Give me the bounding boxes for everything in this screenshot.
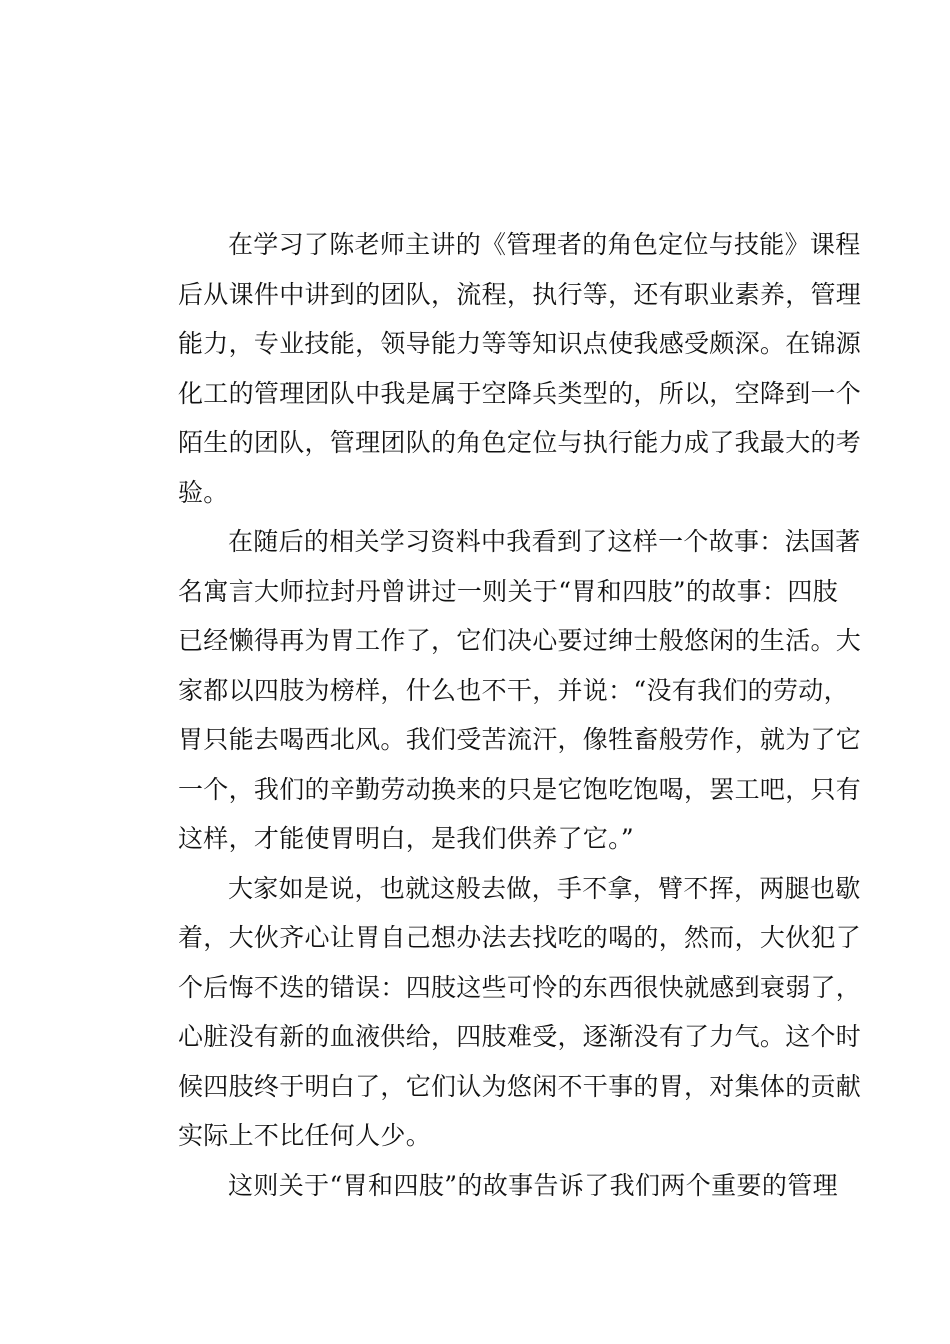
paragraph-4 (128, 1161, 838, 1211)
document-body (128, 220, 862, 1210)
text-line: 在随后的相关学习资料中我看到了这样一个故事：法国著 (228, 527, 861, 556)
text-line: 这则关于“胃和四肢”的故事告诉了我们两个重要的管理 (228, 1170, 838, 1200)
text-line: 大家如是说，也就这般去做，手不拿，臂不挥，两腿也歇 (228, 873, 861, 903)
text-line: 家都以四肢为榜样，什么也不干，并说：“没有我们的劳动， (178, 675, 849, 705)
text-line: 实际上不比任何人少。 (178, 1121, 432, 1150)
text-line: 名寓言大师拉封丹曾讲过一则关于“胃和四肢”的故事：四肢 (178, 576, 838, 606)
text-line: 胃只能去喝西北风。我们受苦流汗，像牲畜般劳作，就为了它 (178, 725, 862, 754)
text-line: 能力，专业技能，领导能力等等知识点使我感受颇深。在锦源 (178, 329, 862, 358)
text-line: 候四肢终于明白了，它们认为悠闲不干事的胃，对集体的贡献 (178, 1071, 862, 1101)
paragraph-1 (128, 220, 862, 517)
text-line: 验。 (178, 477, 229, 507)
paragraph-3 (128, 864, 862, 1161)
text-line: 心脏没有新的血液供给，四肢难受，逐渐没有了力气。这个时 (178, 1022, 862, 1051)
text-line: 这样，才能使胃明白，是我们供养了它。” (178, 824, 634, 853)
text-line: 个后悔不迭的错误：四肢这些可怜的东西很快就感到衰弱了， (178, 972, 862, 1002)
paragraph-2 (128, 517, 862, 864)
text-line: 一个，我们的辛勤劳动换来的只是它饱吃饱喝，罢工吧，只有 (178, 774, 862, 804)
text-line: 陌生的团队，管理团队的角色定位与执行能力成了我最大的考 (178, 428, 862, 457)
text-line: 化工的管理团队中我是属于空降兵类型的，所以，空降到一个 (178, 378, 862, 408)
text-line: 已经懒得再为胃工作了，它们决心要过绅士般悠闲的生活。大 (178, 626, 862, 655)
text-line: 在学习了陈老师主讲的《管理者的角色定位与技能》课程 (228, 230, 861, 259)
text-line: 着，大伙齐心让胃自己想办法去找吃的喝的，然而，大伙犯了 (178, 923, 862, 952)
text-line: 后从课件中讲到的团队，流程，执行等，还有职业素养，管理 (178, 279, 862, 309)
